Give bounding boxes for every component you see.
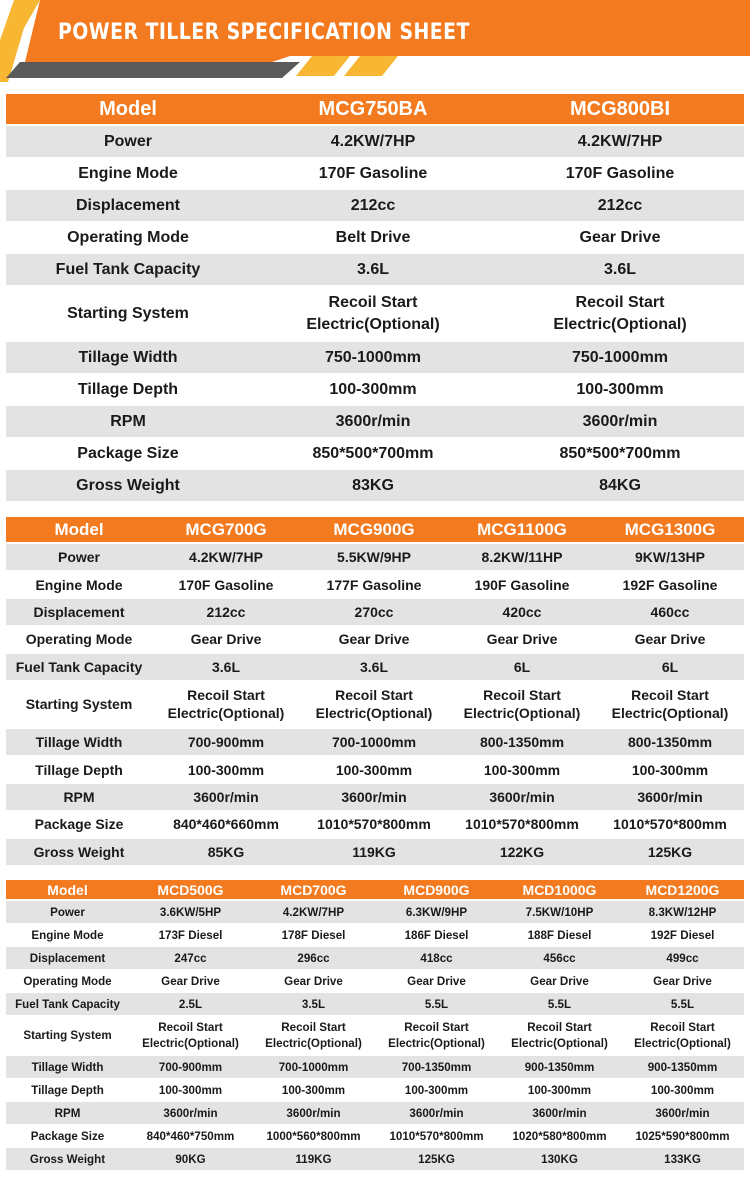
cell: 3600r/min <box>375 1102 498 1125</box>
cell-line: Electric(Optional) <box>306 315 440 333</box>
cell: Gear Drive <box>596 626 744 653</box>
cell: 173F Diesel <box>129 924 252 947</box>
row-label: Displacement <box>6 190 250 222</box>
cell: 420cc <box>448 599 596 626</box>
cell: Gear Drive <box>129 970 252 993</box>
cell: 212cc <box>152 599 300 626</box>
header-mcg1300g: MCG1300G <box>596 517 744 544</box>
table-row <box>6 1148 744 1171</box>
cell: 460cc <box>596 599 744 626</box>
cell: 700-1350mm <box>375 1056 498 1079</box>
cell: 125KG <box>375 1148 498 1171</box>
cell: 100-300mm <box>300 756 448 783</box>
cell-line: Recoil Start <box>328 293 418 311</box>
row-label: Gross Weight <box>6 839 152 866</box>
row-label: Engine Mode <box>6 924 129 947</box>
row-label: Starting System <box>6 681 152 729</box>
cell <box>596 681 744 729</box>
table-row <box>6 342 744 374</box>
cell: 5.5L <box>498 993 621 1016</box>
cell: Gear Drive <box>498 970 621 993</box>
header-banner <box>0 0 750 88</box>
table-row <box>6 784 744 811</box>
cell: 840*460*660mm <box>152 811 300 838</box>
cell: 3600r/min <box>250 406 496 438</box>
row-label: Gross Weight <box>6 470 250 502</box>
cell: 499cc <box>621 947 744 970</box>
cell: Gear Drive <box>496 222 744 254</box>
table-row <box>6 158 744 190</box>
cell: 456cc <box>498 947 621 970</box>
table-row <box>6 254 744 286</box>
cell-line: Electric(Optional) <box>142 1036 239 1050</box>
table-row <box>6 970 744 993</box>
table-header-row <box>6 94 744 126</box>
cell <box>152 681 300 729</box>
row-label: Power <box>6 544 152 571</box>
cell: 100-300mm <box>448 756 596 783</box>
cell: 9KW/13HP <box>596 544 744 571</box>
cell: 800-1350mm <box>596 729 744 756</box>
cell: 6L <box>596 654 744 681</box>
cell: 850*500*700mm <box>496 438 744 470</box>
page-title: POWER TILLER SPECIFICATION SHEET <box>58 20 470 45</box>
cell: 178F Diesel <box>252 924 375 947</box>
cell: 900-1350mm <box>621 1056 744 1079</box>
cell-line: Recoil Start <box>483 686 561 703</box>
table-row <box>6 374 744 406</box>
cell-line: Electric(Optional) <box>511 1036 608 1050</box>
cell <box>496 286 744 342</box>
cell-line: Electric(Optional) <box>611 705 729 722</box>
cell: 3.6L <box>152 654 300 681</box>
cell: 750-1000mm <box>250 342 496 374</box>
row-label: Package Size <box>6 811 152 838</box>
cell: 6.3KW/9HP <box>375 901 498 924</box>
cell: 170F Gasoline <box>496 158 744 190</box>
table-row <box>6 756 744 783</box>
cell-line: Electric(Optional) <box>315 705 433 722</box>
cell-line: Recoil Start <box>575 293 665 311</box>
cell: 8.3KW/12HP <box>621 901 744 924</box>
table-row <box>6 1079 744 1102</box>
cell: 100-300mm <box>252 1079 375 1102</box>
cell: 700-900mm <box>152 729 300 756</box>
header-mcg900g: MCG900G <box>300 517 448 544</box>
banner-yellow-block-1 <box>296 56 350 76</box>
cell: 100-300mm <box>596 756 744 783</box>
row-label: Tillage Width <box>6 342 250 374</box>
cell: 850*500*700mm <box>250 438 496 470</box>
row-label: Operating Mode <box>6 626 152 653</box>
cell: 188F Diesel <box>498 924 621 947</box>
row-label: Starting System <box>6 1016 129 1056</box>
cell: Gear Drive <box>448 626 596 653</box>
cell: Gear Drive <box>152 626 300 653</box>
row-label: Starting System <box>6 286 250 342</box>
table-row <box>6 1125 744 1148</box>
cell: Gear Drive <box>252 970 375 993</box>
cell: 85KG <box>152 839 300 866</box>
cell-line: Electric(Optional) <box>265 1036 362 1050</box>
row-label: Power <box>6 126 250 158</box>
cell: Gear Drive <box>621 970 744 993</box>
cell: 4.2KW/7HP <box>152 544 300 571</box>
cell-line: Recoil Start <box>281 1020 346 1034</box>
cell: 7.5KW/10HP <box>498 901 621 924</box>
cell: 2.5L <box>129 993 252 1016</box>
table-row <box>6 222 744 254</box>
cell: 3.5L <box>252 993 375 1016</box>
cell: 130KG <box>498 1148 621 1171</box>
header-model: Model <box>6 94 250 126</box>
cell <box>448 681 596 729</box>
cell: 119KG <box>252 1148 375 1171</box>
header-mcd1200g: MCD1200G <box>621 880 744 901</box>
row-label: Tillage Width <box>6 729 152 756</box>
cell-line: Electric(Optional) <box>167 705 285 722</box>
table-row <box>6 1102 744 1125</box>
cell: 1020*580*800mm <box>498 1125 621 1148</box>
cell: 192F Gasoline <box>596 571 744 598</box>
cell: 3600r/min <box>152 784 300 811</box>
cell-line: Electric(Optional) <box>553 315 687 333</box>
cell: 1010*570*800mm <box>596 811 744 838</box>
cell: 3.6L <box>250 254 496 286</box>
row-label: Engine Mode <box>6 571 152 598</box>
cell: 186F Diesel <box>375 924 498 947</box>
row-label: Power <box>6 901 129 924</box>
table-header-row <box>6 517 744 544</box>
cell <box>252 1016 375 1056</box>
cell-line: Recoil Start <box>187 686 265 703</box>
spec-table-mcg-gasoline <box>6 517 744 866</box>
cell: Gear Drive <box>300 626 448 653</box>
cell: 100-300mm <box>375 1079 498 1102</box>
banner-yellow-block-2 <box>344 56 398 76</box>
header-model: Model <box>6 517 152 544</box>
cell: 700-900mm <box>129 1056 252 1079</box>
cell-line: Recoil Start <box>158 1020 223 1034</box>
cell: 418cc <box>375 947 498 970</box>
cell: 170F Gasoline <box>250 158 496 190</box>
header-mcd1000g: MCD1000G <box>498 880 621 901</box>
cell: 212cc <box>496 190 744 222</box>
row-label: Gross Weight <box>6 1148 129 1171</box>
cell: 750-1000mm <box>496 342 744 374</box>
cell: 100-300mm <box>250 374 496 406</box>
cell: 3600r/min <box>496 406 744 438</box>
table-row <box>6 438 744 470</box>
cell: 1025*590*800mm <box>621 1125 744 1148</box>
cell: 1000*560*800mm <box>252 1125 375 1148</box>
header-model: Model <box>6 880 129 901</box>
table-row <box>6 470 744 502</box>
cell: 100-300mm <box>129 1079 252 1102</box>
cell: 3.6L <box>300 654 448 681</box>
cell: 3.6L <box>496 254 744 286</box>
cell: 90KG <box>129 1148 252 1171</box>
cell: 212cc <box>250 190 496 222</box>
cell: 6L <box>448 654 596 681</box>
table-row <box>6 1056 744 1079</box>
cell: 100-300mm <box>496 374 744 406</box>
table-row <box>6 599 744 626</box>
cell: 1010*570*800mm <box>448 811 596 838</box>
table-row <box>6 901 744 924</box>
cell: 4.2KW/7HP <box>496 126 744 158</box>
cell: 3600r/min <box>498 1102 621 1125</box>
cell: 800-1350mm <box>448 729 596 756</box>
table-row <box>6 190 744 222</box>
cell: 3600r/min <box>448 784 596 811</box>
cell-line: Electric(Optional) <box>388 1036 485 1050</box>
table-header-row <box>6 880 744 901</box>
cell: 100-300mm <box>498 1079 621 1102</box>
row-label: Package Size <box>6 438 250 470</box>
table-row <box>6 729 744 756</box>
header-mcg1100g: MCG1100G <box>448 517 596 544</box>
table-row <box>6 571 744 598</box>
table-row <box>6 947 744 970</box>
row-label: Fuel Tank Capacity <box>6 254 250 286</box>
banner-gray-bar <box>6 62 300 78</box>
cell: 100-300mm <box>621 1079 744 1102</box>
row-label: Tillage Depth <box>6 374 250 406</box>
table-row <box>6 126 744 158</box>
cell: 3600r/min <box>129 1102 252 1125</box>
table-row <box>6 1016 744 1056</box>
header-mcd500g: MCD500G <box>129 880 252 901</box>
cell: 125KG <box>596 839 744 866</box>
cell: 3600r/min <box>596 784 744 811</box>
cell <box>375 1016 498 1056</box>
cell: 122KG <box>448 839 596 866</box>
cell: 700-1000mm <box>252 1056 375 1079</box>
table-row <box>6 924 744 947</box>
cell: 3600r/min <box>621 1102 744 1125</box>
cell <box>129 1016 252 1056</box>
cell: 5.5KW/9HP <box>300 544 448 571</box>
cell-line: Recoil Start <box>404 1020 469 1034</box>
cell: 8.2KW/11HP <box>448 544 596 571</box>
cell-line: Recoil Start <box>650 1020 715 1034</box>
cell-line: Electric(Optional) <box>634 1036 731 1050</box>
spec-table-mcd-diesel <box>6 880 744 1171</box>
row-label: Operating Mode <box>6 970 129 993</box>
cell: 270cc <box>300 599 448 626</box>
header-mcd700g: MCD700G <box>252 880 375 901</box>
row-label: Tillage Depth <box>6 756 152 783</box>
cell: 119KG <box>300 839 448 866</box>
cell: 296cc <box>252 947 375 970</box>
cell: 840*460*750mm <box>129 1125 252 1148</box>
cell: 190F Gasoline <box>448 571 596 598</box>
header-mcd900g: MCD900G <box>375 880 498 901</box>
row-label: Tillage Width <box>6 1056 129 1079</box>
cell: 4.2KW/7HP <box>250 126 496 158</box>
cell: 3600r/min <box>300 784 448 811</box>
table-row <box>6 406 744 438</box>
cell: 84KG <box>496 470 744 502</box>
cell-line: Recoil Start <box>335 686 413 703</box>
cell: 1010*570*800mm <box>300 811 448 838</box>
cell: 247cc <box>129 947 252 970</box>
table-row <box>6 626 744 653</box>
table-row <box>6 811 744 838</box>
cell-line: Recoil Start <box>631 686 709 703</box>
table-row <box>6 993 744 1016</box>
table-row <box>6 839 744 866</box>
spec-table-mcg-belt-gear <box>6 94 744 502</box>
row-label: Operating Mode <box>6 222 250 254</box>
row-label: Engine Mode <box>6 158 250 190</box>
cell: 170F Gasoline <box>152 571 300 598</box>
cell-line: Recoil Start <box>527 1020 592 1034</box>
cell: 900-1350mm <box>498 1056 621 1079</box>
cell: 1010*570*800mm <box>375 1125 498 1148</box>
header-mcg750ba: MCG750BA <box>250 94 496 126</box>
row-label: Fuel Tank Capacity <box>6 993 129 1016</box>
cell: 3.6KW/5HP <box>129 901 252 924</box>
cell: 133KG <box>621 1148 744 1171</box>
row-label: Displacement <box>6 947 129 970</box>
cell <box>250 286 496 342</box>
header-mcg700g: MCG700G <box>152 517 300 544</box>
row-label: RPM <box>6 406 250 438</box>
header-mcg800bi: MCG800BI <box>496 94 744 126</box>
cell: Belt Drive <box>250 222 496 254</box>
cell <box>498 1016 621 1056</box>
cell: 100-300mm <box>152 756 300 783</box>
row-label: Package Size <box>6 1125 129 1148</box>
row-label: RPM <box>6 784 152 811</box>
cell: 5.5L <box>621 993 744 1016</box>
cell: 4.2KW/7HP <box>252 901 375 924</box>
cell: 177F Gasoline <box>300 571 448 598</box>
table-row <box>6 286 744 342</box>
cell: 83KG <box>250 470 496 502</box>
row-label: Fuel Tank Capacity <box>6 654 152 681</box>
row-label: RPM <box>6 1102 129 1125</box>
row-label: Tillage Depth <box>6 1079 129 1102</box>
cell: 5.5L <box>375 993 498 1016</box>
table-row <box>6 654 744 681</box>
cell: 3600r/min <box>252 1102 375 1125</box>
cell-line: Electric(Optional) <box>463 705 581 722</box>
row-label: Displacement <box>6 599 152 626</box>
table-row <box>6 544 744 571</box>
cell: Gear Drive <box>375 970 498 993</box>
cell <box>621 1016 744 1056</box>
cell <box>300 681 448 729</box>
table-row <box>6 681 744 729</box>
cell: 192F Diesel <box>621 924 744 947</box>
cell: 700-1000mm <box>300 729 448 756</box>
